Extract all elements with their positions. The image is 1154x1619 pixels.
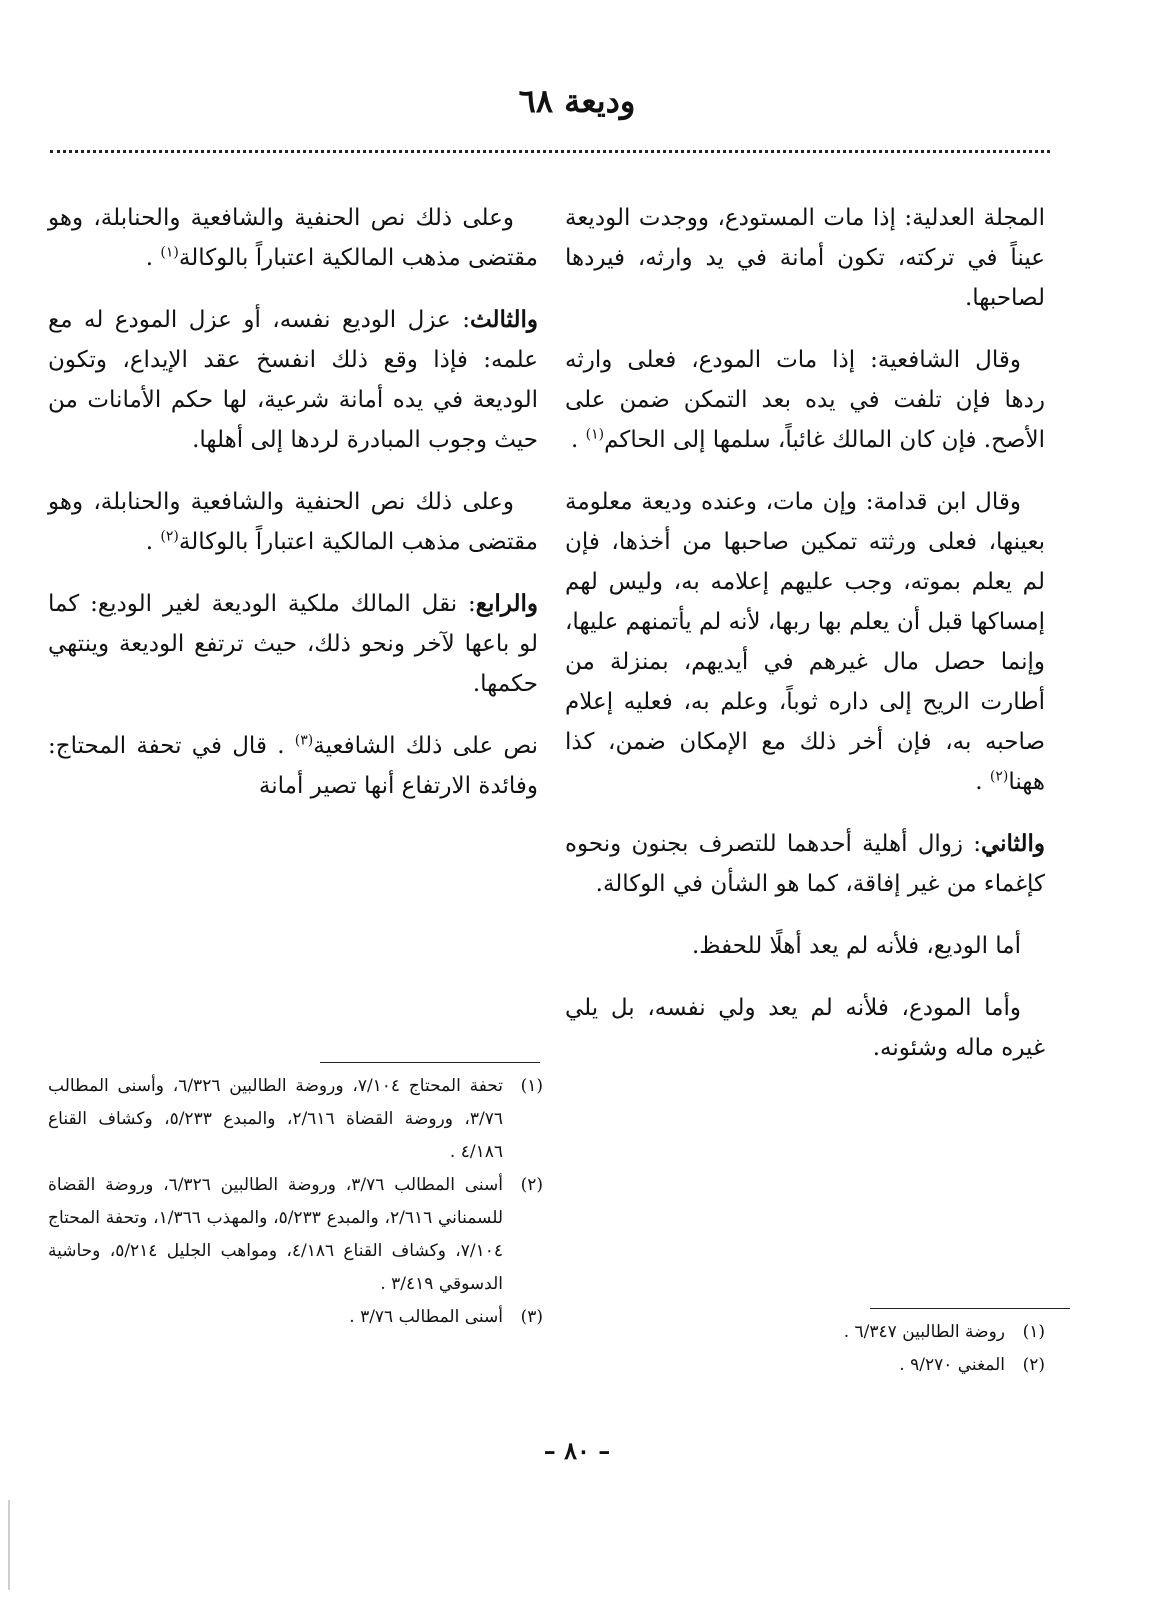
footnote [565, 1349, 1045, 1382]
footnote-text: أسنى المطالب ٣/٧٦ . [349, 1307, 503, 1327]
scan-edge-mark [8, 1500, 10, 1590]
footnote-text: روضة الطالبين ٦/٣٤٧ . [843, 1322, 1005, 1342]
right-column [565, 198, 1045, 1090]
left-column [48, 198, 538, 828]
paragraph: وأما المودع، فلأنه لم يعد ولي نفسه، بل يلي غيره ماله وشئونه. [565, 995, 1045, 1061]
footnote-text: المغني ٩/٢٧٠ . [899, 1355, 1005, 1375]
footnote [48, 1169, 543, 1301]
header-divider [50, 150, 1050, 153]
paragraph: المجلة العدلية: إذا مات المستودع، ووجدت الوديعة عيناً في تركته، تكون أمانة في يد وارثه، فيردها لصاحبها. [565, 205, 1045, 311]
section-label: والثاني [980, 830, 1045, 857]
paragraph: نص على ذلك الشافعية$^{(٣)}$ . قال في تحفة المحتاج: وفائدة الارتفاع أنها تصير أمانة [48, 732, 538, 799]
paragraph: وعلى ذلك نص الحنفية والشافعية والحنابلة، وهو مقتضى مذهب المالكية اعتباراً بالوكالة$^{(٢)}$ . [48, 489, 538, 555]
footnote-ref: (١) [160, 244, 179, 261]
page-number: – ٨٠ – [543, 1436, 611, 1465]
paragraph: وعلى ذلك نص الحنفية والشافعية والحنابلة، وهو مقتضى مذهب المالكية اعتباراً بالوكالة$^{(١)}$ . [48, 205, 538, 271]
paragraph: والرابع: نقل المالك ملكية الوديعة لغير الوديع: كما لو باعها لآخر ونحو ذلك، حيث ترتفع الوديعة وينتهي حكمها. [48, 590, 538, 697]
footnote-text: أسنى المطالب ٣/٧٦، وروضة الطالبين ٦/٣٢٦، وروضة القضاة للسمناني ٢/٦١٦، والمبدع ٥/٢٣٣، والمهذب ١/٣٦٦، وتحفة المحتاج ٧/١٠٤، وكشاف القناع ٤/١٨٦، ومواهب الجليل ٥/٢١٤، وحاشية الدسوقي ٣/٤١٩ . [48, 1175, 503, 1294]
paragraph: وقال ابن قدامة: وإن مات، وعنده وديعة معلومة بعينها، فعلى ورثته تمكين صاحبها من أخذها، فإن لم يعلم بموته، وجب عليهم إعلامه به، وليس لهم إمساكها قبل أن يعلم بها ربها، لأنه لم يأتمنهم عليها، وإنما حصل مال غيرهم في أيديهم، بمنزلة من أطارت الريح إلى داره ثوباً، وعلم به، فعليه إعلام صاحبه به، فإن أخر ذلك مع الإمكان ضمن، كذا ههنا$^{(٢)}$ . [565, 489, 1045, 795]
page-title: وديعة ٦٨ [518, 82, 636, 120]
footnotes-right [565, 1316, 1045, 1382]
footnotes-left [48, 1070, 543, 1334]
paragraph: والثاني: زوال أهلية أحدهما للتصرف بجنون ونحوه كإغماء من غير إفاقة، كما هو الشأن في الوكالة. [565, 830, 1045, 897]
footnote-number: (١) [520, 1076, 543, 1096]
paragraph: وقال الشافعية: إذا مات المودع، فعلى وارثه ردها فإن تلفت في يده بعد التمكن ضمن على الأصح. فإن كان المالك غائباً، سلمها إلى الحاكم$^{(١)}$ . [565, 347, 1045, 453]
footnote-number: (٢) [1022, 1355, 1045, 1375]
footnote-ref: (٣) [294, 732, 314, 749]
footnote-ref: (٢) [160, 528, 179, 545]
paragraph: أما الوديع، فلأنه لم يعد أهلًا للحفظ. [692, 933, 1021, 959]
footnote [565, 1316, 1045, 1349]
footnote [48, 1070, 543, 1169]
footnote-ref: (٢) [989, 768, 1009, 785]
footnote-divider [870, 1308, 1070, 1309]
footnote [48, 1301, 543, 1334]
paragraph: والثالث: عزل الوديع نفسه، أو عزل المودع له مع علمه: فإذا وقع ذلك انفسخ عقد الإيداع، وتكون الوديعة في يده أمانة شرعية، لها حكم الأمانات من حيث وجوب المبادرة لردها إلى أهلها. [48, 306, 538, 453]
footnote-divider [320, 1062, 540, 1063]
footnote-number: (١) [1022, 1322, 1045, 1342]
footnote-number: (٢) [520, 1175, 543, 1195]
footnote-ref: (١) [585, 426, 605, 443]
section-label: والرابع [475, 590, 538, 617]
section-label: والثالث [469, 306, 538, 333]
footnote-number: (٣) [520, 1307, 543, 1327]
footnote-text: تحفة المحتاج ٧/١٠٤، وروضة الطالبين ٦/٣٢٦، وأسنى المطالب ٣/٧٦، وروضة القضاة ٢/٦١٦، والمبدع ٥/٢٣٣، وكشاف القناع ٤/١٨٦ . [48, 1076, 503, 1162]
